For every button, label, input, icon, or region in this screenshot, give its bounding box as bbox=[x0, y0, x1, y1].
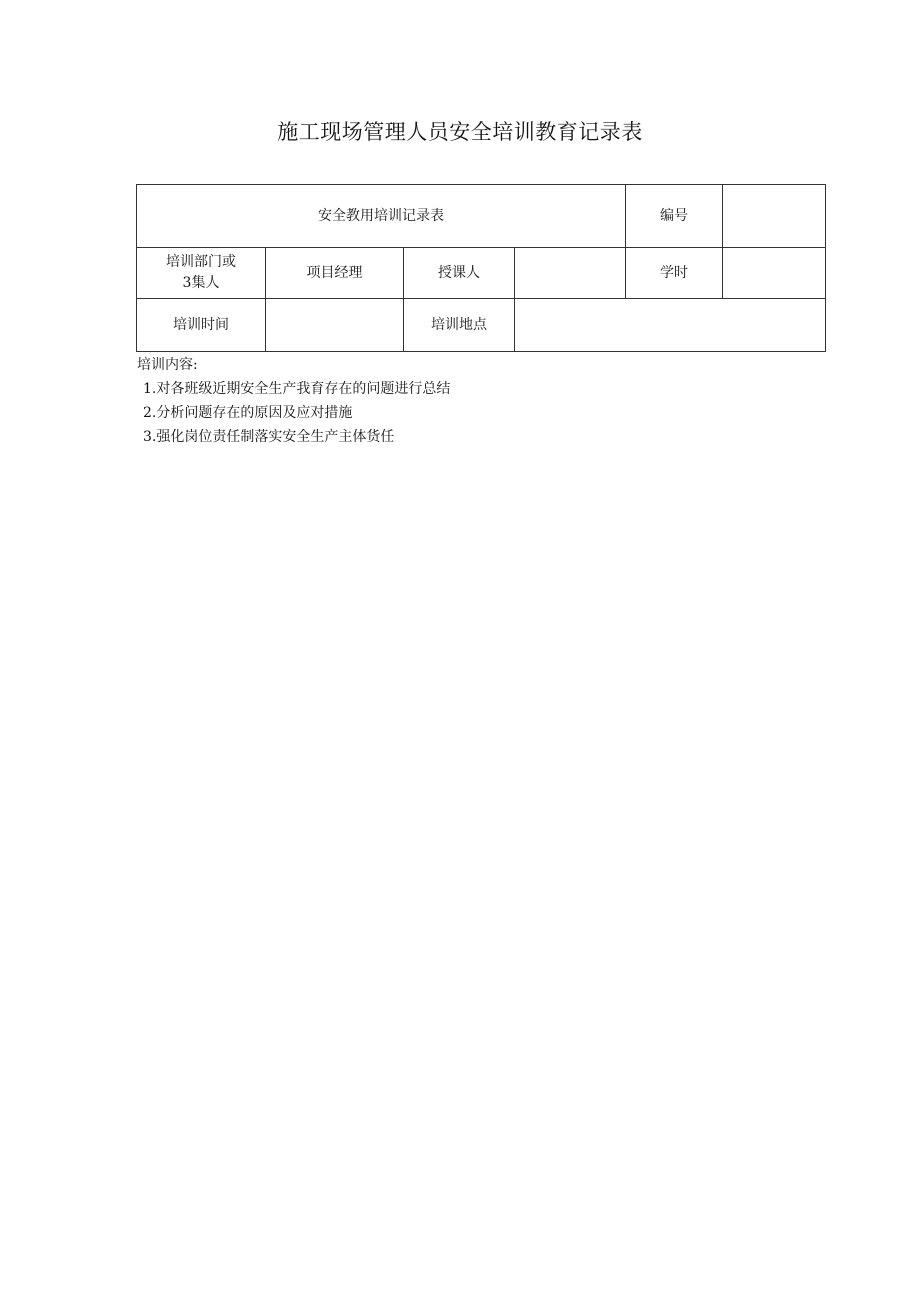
content-item-2: 2.分析问题存在的原因及应对措施 bbox=[143, 405, 353, 421]
training-time-label: 培训时间 bbox=[137, 299, 266, 352]
content-item-1: 1.对各班级近期安全生产我育存在的问题进行总结 bbox=[143, 381, 451, 397]
number-label: 编号 bbox=[626, 185, 723, 248]
training-record-table bbox=[136, 184, 826, 352]
department-value[interactable]: 项目经理 bbox=[266, 248, 404, 299]
training-location-field[interactable] bbox=[515, 299, 826, 352]
training-content-heading: 培训内容: bbox=[137, 357, 198, 373]
form-name-cell: 安全教用培训记录表 bbox=[137, 185, 626, 248]
training-time-field[interactable] bbox=[266, 299, 404, 352]
number-field[interactable] bbox=[723, 185, 826, 248]
table-row-header bbox=[137, 185, 826, 248]
lecturer-label: 授课人 bbox=[404, 248, 515, 299]
document-title: 施工现场管理人员安全培训教育记录表 bbox=[277, 120, 643, 144]
department-label bbox=[137, 248, 266, 299]
lecturer-field[interactable] bbox=[515, 248, 626, 299]
training-content-section bbox=[137, 353, 817, 449]
hours-label: 学时 bbox=[626, 248, 723, 299]
hours-field[interactable] bbox=[723, 248, 826, 299]
table-row-time-location bbox=[137, 299, 826, 352]
content-item-3: 3.强化岗位责任制落实安全生产主体货任 bbox=[143, 429, 395, 445]
department-label-line2: 3集人 bbox=[182, 275, 220, 291]
department-label-line1: 培训部门或 bbox=[166, 254, 236, 270]
training-location-label: 培训地点 bbox=[404, 299, 515, 352]
table-row-department bbox=[137, 248, 826, 299]
